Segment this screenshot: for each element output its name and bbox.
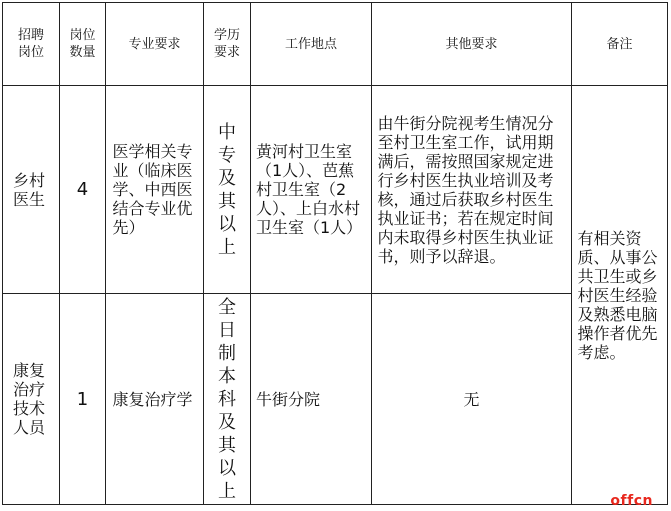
row2-location: 牛街分院 (251, 294, 372, 504)
row2-position: 康复治疗技术人员 (3, 294, 60, 504)
recruitment-table (2, 2, 668, 505)
offcn-watermark: offcn (610, 493, 653, 509)
row1-location: 黄河村卫生室（1人）、芭蕉村卫生室（2人）、上白水村卫生室（1人） (251, 86, 372, 294)
header-position: 招聘岗位 (3, 3, 60, 86)
row1-other: 由牛街分院视考生情况分至村卫生室工作，试用期满后，需按照国家规定进行乡村医生执业培训及考核，通过后获取乡村医生执业证书；若在规定时间内未取得乡村医生执业证书，则予以辞退。 (372, 86, 572, 294)
row2-count: 1 (60, 294, 106, 504)
header-remarks: 备注 (572, 3, 667, 86)
row2-other: 无 (372, 294, 572, 504)
header-major: 专业要求 (106, 3, 204, 86)
remarks-cell: 有相关资质、从事公共卫生或乡村医生经验及熟悉电脑操作者优先考虑。 (577, 228, 658, 362)
row2-major: 康复治疗学 (106, 294, 204, 504)
header-education: 学历要求 (204, 3, 251, 86)
row2-education: 全日制本科及其以上 (204, 294, 251, 504)
header-count: 岗位数量 (60, 3, 106, 86)
row1-education: 中专及其以上 (204, 86, 251, 294)
header-location: 工作地点 (251, 3, 372, 86)
header-other: 其他要求 (372, 3, 572, 86)
row1-count: 4 (60, 86, 106, 294)
row1-position: 乡村医生 (3, 86, 60, 294)
row1-major: 医学相关专业（临床医学、中西医结合专业优先） (106, 86, 204, 294)
